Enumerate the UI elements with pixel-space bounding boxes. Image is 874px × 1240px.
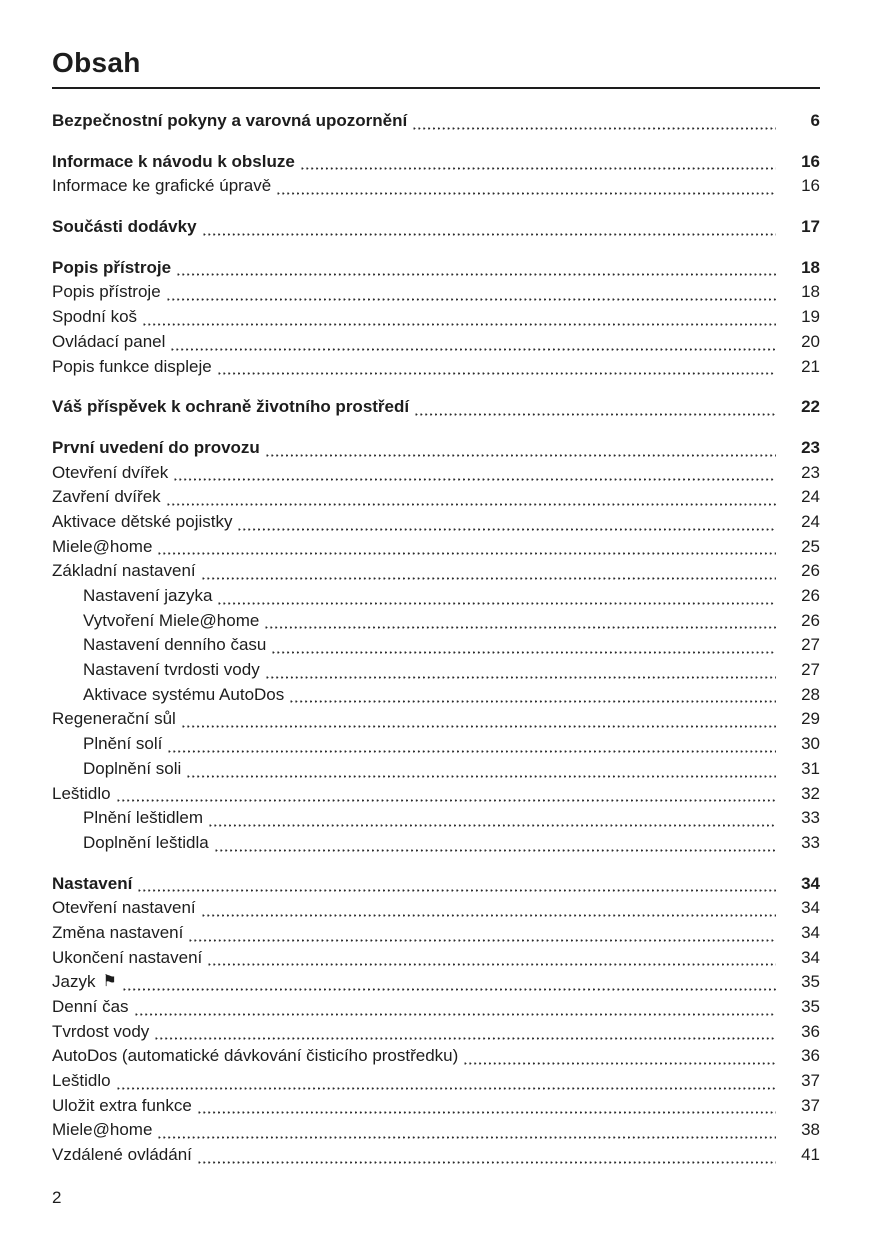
toc-entry: [52, 1044, 820, 1069]
toc-entry: [52, 757, 820, 782]
toc-entry-label: Nastavení denního času: [83, 635, 267, 655]
toc-entry-label: Jazyk: [52, 972, 96, 992]
toc-entry-page: 41: [801, 1145, 820, 1165]
toc-entry-page: 35: [801, 972, 820, 992]
toc-entry-page: 16: [801, 176, 820, 196]
dot-leader: [198, 1143, 776, 1168]
toc-entry: [52, 1143, 820, 1168]
toc-entry: [52, 1094, 820, 1119]
dot-leader: [174, 461, 776, 486]
toc-entry-page: 27: [801, 660, 820, 680]
dot-leader: [167, 485, 776, 510]
toc-entry-label: Základní nastavení: [52, 561, 196, 581]
toc-entry: [52, 970, 820, 995]
toc-entry: [52, 806, 820, 831]
flag-icon: ⚑: [102, 973, 117, 991]
toc-entry-label: Aktivace systému AutoDos: [83, 684, 285, 704]
dot-leader: [158, 1118, 776, 1143]
toc-entry-page: 27: [801, 635, 820, 655]
toc-entry-label: Ovládací panel: [52, 331, 166, 351]
toc-entry-page: 33: [801, 808, 820, 828]
dot-leader: [265, 609, 776, 634]
dot-leader: [167, 280, 776, 305]
toc-entry-label: Plnění leštidlem: [83, 808, 204, 828]
dot-leader: [168, 732, 776, 757]
toc-entry-page: 31: [801, 758, 820, 778]
toc-entry-label: První uvedení do provozu: [52, 437, 260, 457]
toc-group: [52, 150, 820, 199]
toc-entry-label: Popis funkce displeje: [52, 356, 212, 376]
toc-entry: [52, 510, 820, 535]
toc-entry-page: 6: [810, 111, 820, 130]
dot-leader: [198, 1094, 776, 1119]
toc-entry-label: Tvrdost vody: [52, 1021, 150, 1041]
toc-entry: [52, 896, 820, 921]
toc-entry-label: Miele@home: [52, 536, 153, 556]
dot-leader: [158, 535, 776, 560]
toc-entry-page: 36: [801, 1021, 820, 1041]
toc-entry-label: Vytvoření Miele@home: [83, 610, 260, 630]
toc-entry-page: 20: [801, 331, 820, 351]
toc-entry-page: 30: [801, 734, 820, 754]
toc-entry-label: Plnění solí: [83, 734, 163, 754]
page-title: Obsah: [52, 47, 141, 78]
toc-entry: [52, 1118, 820, 1143]
dot-leader: [135, 995, 776, 1020]
toc-entry-page: 26: [801, 610, 820, 630]
dot-leader: [117, 782, 776, 807]
dot-leader: [215, 831, 776, 856]
toc-entry: [52, 658, 820, 683]
toc-entry: [52, 559, 820, 584]
toc-entry: [52, 831, 820, 856]
toc-entry-label: AutoDos (automatické dávkování čisticího prostředku): [52, 1046, 459, 1066]
toc-entry: [52, 150, 820, 175]
toc-entry-page: 26: [801, 561, 820, 581]
toc-entry: [52, 109, 820, 134]
toc-entry: [52, 609, 820, 634]
toc-entry-page: 37: [801, 1071, 820, 1091]
toc-entry: [52, 485, 820, 510]
toc-entry-label: Nastavení jazyka: [83, 586, 213, 605]
toc-entry-label: Informace k návodu k obsluze: [52, 151, 295, 171]
dot-leader: [266, 658, 776, 683]
toc-entry: [52, 215, 820, 240]
dot-leader: [415, 395, 776, 420]
dot-leader: [187, 757, 776, 782]
dot-leader: [266, 436, 776, 461]
dot-leader: [413, 109, 776, 134]
toc-entry: [52, 921, 820, 946]
toc-entry: [52, 256, 820, 281]
toc-entry-page: 37: [801, 1095, 820, 1115]
toc-entry-label: Otevření nastavení: [52, 898, 196, 918]
dot-leader: [143, 305, 776, 330]
toc-entry-page: 34: [801, 922, 820, 942]
toc-entry-label: Spodní koš: [52, 307, 138, 327]
toc-entry-label: Uložit extra funkce: [52, 1095, 192, 1115]
dot-leader: [189, 921, 776, 946]
toc-entry: [52, 461, 820, 486]
toc-entry: [52, 683, 820, 708]
toc-entry-label: Změna nastavení: [52, 922, 184, 942]
document-header: [52, 0, 820, 89]
toc-entry: [52, 946, 820, 971]
toc-entry-page: 16: [801, 151, 820, 171]
dot-leader: [272, 633, 776, 658]
toc-entry-page: 36: [801, 1046, 820, 1066]
toc-entry-label: Doplnění soli: [83, 758, 182, 778]
toc-entry-page: 33: [801, 832, 820, 852]
toc-entry-page: 34: [801, 873, 820, 893]
dot-leader: [171, 330, 776, 355]
dot-leader: [277, 174, 776, 199]
toc-entry-label: Vzdálené ovládání: [52, 1145, 192, 1165]
toc-entry: [52, 633, 820, 658]
dot-leader: [464, 1044, 776, 1069]
toc-entry-page: 34: [801, 898, 820, 918]
toc-entry-page: 29: [801, 709, 820, 729]
toc-entry-label: Leštidlo: [52, 783, 111, 803]
toc-entry: [52, 872, 820, 897]
dot-leader: [138, 872, 776, 897]
toc-entry-page: 26: [801, 586, 820, 605]
dot-leader: [117, 1069, 776, 1094]
toc-entry: [52, 305, 820, 330]
toc-entry-label: Bezpečnostní pokyny a varovná upozornění: [52, 111, 408, 130]
toc-group: [52, 395, 820, 420]
toc-entry-label: Regenerační sůl: [52, 709, 176, 729]
toc-entry: [52, 436, 820, 461]
toc-entry-page: 23: [801, 437, 820, 457]
dot-leader: [203, 215, 776, 240]
toc-entry-label: Ukončení nastavení: [52, 947, 203, 967]
toc-group: [52, 436, 820, 856]
toc-entry-label: Miele@home: [52, 1120, 153, 1140]
toc-entry: [52, 330, 820, 355]
toc-entry: [52, 174, 820, 199]
toc-entry-label: Aktivace dětské pojistky: [52, 511, 233, 531]
toc-entry: [52, 1069, 820, 1094]
toc-entry-page: 22: [801, 397, 820, 417]
toc-entry: [52, 1020, 820, 1045]
dot-leader: [208, 946, 776, 971]
dot-leader: [290, 683, 776, 708]
toc-entry-label: Nastavení tvrdosti vody: [83, 660, 260, 680]
toc-entry-page: 38: [801, 1120, 820, 1140]
toc-entry-page: 19: [801, 307, 820, 327]
toc-entry-label: Otevření dvířek: [52, 462, 169, 482]
toc-entry: [52, 732, 820, 757]
toc-group: [52, 109, 820, 134]
toc-entry-page: 21: [801, 356, 820, 376]
dot-leader: [209, 806, 776, 831]
toc-entry-page: 34: [801, 947, 820, 967]
toc-entry-page: 23: [801, 462, 820, 482]
toc-entry-page: 28: [801, 684, 820, 704]
page-number: 2: [52, 1187, 62, 1207]
toc-group: [52, 215, 820, 240]
dot-leader: [218, 355, 776, 380]
toc-entry: [52, 584, 820, 609]
toc-entry-label: Součásti dodávky: [52, 217, 197, 237]
toc-entry-page: 18: [801, 257, 820, 277]
toc-entry-label: Leštidlo: [52, 1071, 111, 1091]
toc-entry-label: Váš příspěvek k ochraně životního prostředí: [52, 397, 410, 417]
toc: [52, 109, 820, 1168]
dot-leader: [123, 970, 776, 995]
toc-entry: [52, 782, 820, 807]
toc-entry: [52, 355, 820, 380]
dot-leader: [238, 510, 776, 535]
dot-leader: [155, 1020, 776, 1045]
toc-entry-page: 17: [801, 217, 820, 237]
toc-entry: [52, 535, 820, 560]
dot-leader: [177, 256, 776, 281]
toc-group: [52, 872, 820, 1168]
toc-entry-page: 32: [801, 783, 820, 803]
toc-entry-label: Denní čas: [52, 997, 129, 1016]
toc-entry-label: Nastavení: [52, 873, 133, 893]
toc-entry: [52, 280, 820, 305]
toc-entry-page: 24: [801, 511, 820, 531]
toc-entry: [52, 395, 820, 420]
toc-entry: [52, 707, 820, 732]
toc-entry-label: Popis přístroje: [52, 257, 172, 277]
toc-entry-page: 35: [801, 997, 820, 1016]
toc-entry-label: Zavření dvířek: [52, 487, 161, 507]
toc-entry-page: 18: [801, 282, 820, 302]
dot-leader: [182, 707, 776, 732]
toc-entry: [52, 995, 820, 1020]
toc-entry-page: 24: [801, 487, 820, 507]
dot-leader: [202, 896, 776, 921]
toc-group: [52, 256, 820, 379]
dot-leader: [301, 150, 776, 175]
dot-leader: [202, 559, 776, 584]
toc-entry-page: 25: [801, 536, 820, 556]
toc-entry-label: Doplnění leštidla: [83, 832, 209, 852]
dot-leader: [218, 584, 776, 609]
toc-entry-label: Popis přístroje: [52, 282, 161, 302]
toc-entry-label: Informace ke grafické úpravě: [52, 176, 272, 196]
